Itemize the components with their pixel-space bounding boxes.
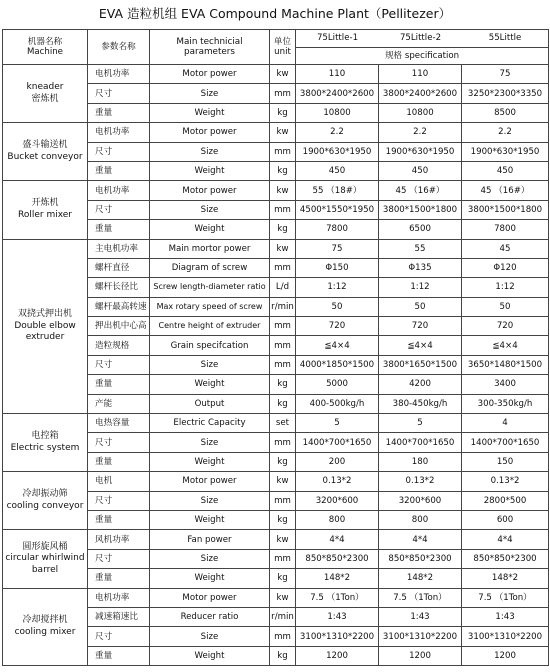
machine-name-primary: 冷却搅拌机 xyxy=(22,615,68,626)
param-name-cell: 尺寸 xyxy=(88,549,150,568)
param-desc-cell: Electric Capacity xyxy=(150,414,270,433)
machine-name-cell xyxy=(3,123,88,181)
param-desc-cell: Weight xyxy=(150,510,270,529)
param-name-cell: 电机功率 xyxy=(88,181,150,200)
unit-cell: mm xyxy=(270,84,296,103)
unit-cell: mm xyxy=(270,627,296,646)
main-params-header-line1: Main technicial xyxy=(176,37,243,47)
param-desc-cell: Main mortor power xyxy=(150,239,270,258)
param-desc-cell: Size xyxy=(150,84,270,103)
value-cell: 4*4 xyxy=(379,530,462,549)
table-row xyxy=(3,588,549,607)
main-params-header-line2: parameters xyxy=(183,47,236,57)
machine-name-primary: kneader xyxy=(26,82,64,93)
value-cell: 5 xyxy=(379,414,462,433)
value-cell: 4000*1850*1500 xyxy=(296,355,379,374)
unit-cell: mm xyxy=(270,336,296,355)
param-name-cell: 风机功率 xyxy=(88,530,150,549)
unit-cell: mm xyxy=(270,549,296,568)
unit-cell: r/min xyxy=(270,607,296,626)
value-cell: ≦4×4 xyxy=(296,336,379,355)
value-cell: 3650*1480*1500 xyxy=(462,355,549,374)
machine-name-primary: 圆形旋风桶 xyxy=(22,541,68,552)
value-cell: 1400*700*1650 xyxy=(296,433,379,452)
machine-name-primary: 冷却振动筛 xyxy=(22,489,68,500)
param-desc-cell: Weight xyxy=(150,220,270,239)
value-cell: 800 xyxy=(379,510,462,529)
param-name-cell: 产能 xyxy=(88,394,150,413)
unit-cell: kg xyxy=(270,510,296,529)
value-cell: ≦4×4 xyxy=(462,336,549,355)
value-cell: 150 xyxy=(462,452,549,471)
param-desc-cell: Weight xyxy=(150,452,270,471)
value-cell: 8500 xyxy=(462,103,549,122)
machine-name-cell xyxy=(3,181,88,239)
value-cell: 50 xyxy=(379,297,462,316)
value-cell: 1:43 xyxy=(379,607,462,626)
value-cell: 1200 xyxy=(296,646,379,665)
param-name-cell: 尺寸 xyxy=(88,491,150,510)
param-desc-cell: Weight xyxy=(150,646,270,665)
value-cell: 450 xyxy=(296,161,379,180)
value-cell: 180 xyxy=(379,452,462,471)
value-cell: 75 xyxy=(296,239,379,258)
value-cell: 1900*630*1950 xyxy=(462,142,549,161)
param-name-cell: 电机功率 xyxy=(88,588,150,607)
value-cell: 45 xyxy=(462,239,549,258)
param-desc-cell: Screw length-diameter ratio xyxy=(150,278,270,297)
param-desc-cell: Motor power xyxy=(150,588,270,607)
param-desc-cell: Size xyxy=(150,491,270,510)
value-cell: 55 xyxy=(379,239,462,258)
unit-cell: mm xyxy=(270,142,296,161)
value-cell: 4500*1550*1950 xyxy=(296,200,379,219)
param-name-cell: 尺寸 xyxy=(88,84,150,103)
unit-header-en: unit xyxy=(274,47,291,57)
unit-cell: kg xyxy=(270,569,296,588)
value-cell: 2800*500 xyxy=(462,491,549,510)
value-cell: 50 xyxy=(296,297,379,316)
unit-header-cn: 单位 xyxy=(273,37,292,47)
unit-cell: kw xyxy=(270,181,296,200)
machine-name-cell xyxy=(3,65,88,123)
param-name-cell: 电热容量 xyxy=(88,414,150,433)
value-cell: 720 xyxy=(462,317,549,336)
machine-name-secondary: Bucket conveyor xyxy=(7,151,83,162)
value-cell: 720 xyxy=(379,317,462,336)
value-cell: 4 xyxy=(462,414,549,433)
value-cell: 45 （16#） xyxy=(379,181,462,200)
value-cell: 7.5 （1Ton） xyxy=(379,588,462,607)
value-cell: 0.13*2 xyxy=(379,472,462,491)
value-cell: 800 xyxy=(296,510,379,529)
param-desc-cell: Fan power xyxy=(150,530,270,549)
spec-table xyxy=(2,29,549,666)
value-cell: 55 （18#） xyxy=(296,181,379,200)
param-name-cell: 重量 xyxy=(88,161,150,180)
param-name-cell: 重量 xyxy=(88,646,150,665)
value-cell: 850*850*2300 xyxy=(462,549,549,568)
value-cell: 148*2 xyxy=(462,569,549,588)
value-cell: 1:12 xyxy=(379,278,462,297)
unit-cell: kg xyxy=(270,452,296,471)
model-header: 55Little xyxy=(488,33,522,43)
unit-cell: mm xyxy=(270,258,296,277)
value-cell: 1900*630*1950 xyxy=(296,142,379,161)
param-name-cell: 主电机功率 xyxy=(88,239,150,258)
value-cell: 2.2 xyxy=(379,123,462,142)
document-title: EVA 造粒机组 EVA Compound Machine Plant（Pellitezer） xyxy=(98,6,452,21)
machine-header-en: Machine xyxy=(27,47,63,57)
param-name-cell: 尺寸 xyxy=(88,200,150,219)
value-cell: 1:43 xyxy=(296,607,379,626)
value-cell: 5 xyxy=(296,414,379,433)
value-cell: 1200 xyxy=(379,646,462,665)
value-cell: 1:12 xyxy=(296,278,379,297)
param-desc-cell: Centre height of extruder xyxy=(150,317,270,336)
value-cell: 720 xyxy=(296,317,379,336)
param-desc-cell: Max rotary speed of screw xyxy=(150,297,270,316)
value-cell: 7.5 （1Ton） xyxy=(462,588,549,607)
machine-name-primary: 盛斗输送机 xyxy=(22,140,68,151)
param-name-cell: 重量 xyxy=(88,510,150,529)
value-cell: 45 （16#） xyxy=(462,181,549,200)
machine-name-secondary: 密炼机 xyxy=(31,93,59,104)
unit-cell: mm xyxy=(270,433,296,452)
unit-cell: mm xyxy=(270,200,296,219)
param-name-cell: 减速箱速比 xyxy=(88,607,150,626)
value-cell: 4*4 xyxy=(462,530,549,549)
unit-cell: kg xyxy=(270,161,296,180)
param-desc-cell: Weight xyxy=(150,103,270,122)
param-desc-cell: Grain specifcation xyxy=(150,336,270,355)
unit-cell: kw xyxy=(270,530,296,549)
value-cell: 400-500kg/h xyxy=(296,394,379,413)
param-desc-cell: Weight xyxy=(150,375,270,394)
unit-cell: r/min xyxy=(270,297,296,316)
unit-cell: kg xyxy=(270,394,296,413)
machine-name-primary: 电控箱 xyxy=(31,431,59,442)
value-cell: 1200 xyxy=(462,646,549,665)
model-header: 75Little-1 xyxy=(316,33,359,43)
value-cell: 3100*1310*2200 xyxy=(296,627,379,646)
param-name-cell: 电机 xyxy=(88,472,150,491)
param-desc-cell: Motor power xyxy=(150,65,270,84)
table-row xyxy=(3,530,549,549)
machine-name-primary: 开炼机 xyxy=(31,198,59,209)
machine-name-secondary: cooling mixer xyxy=(14,626,76,637)
param-name-cell: 重量 xyxy=(88,375,150,394)
table-row xyxy=(3,65,549,84)
value-cell: 148*2 xyxy=(296,569,379,588)
value-cell: 3100*1310*2200 xyxy=(379,627,462,646)
param-desc-cell: Size xyxy=(150,142,270,161)
value-cell: 110 xyxy=(379,65,462,84)
value-cell: 300-350kg/h xyxy=(462,394,549,413)
param-name-cell: 电机功率 xyxy=(88,65,150,84)
value-cell: 7.5 （1Ton） xyxy=(296,588,379,607)
table-row xyxy=(3,123,549,142)
param-desc-cell: Size xyxy=(150,627,270,646)
value-cell: 3800*1650*1500 xyxy=(379,355,462,374)
value-cell: 3800*2400*2600 xyxy=(296,84,379,103)
param-name-cell: 螺杆长径比 xyxy=(88,278,150,297)
value-cell: 850*850*2300 xyxy=(296,549,379,568)
value-cell: 10800 xyxy=(296,103,379,122)
param-name-cell: 造粒规格 xyxy=(88,336,150,355)
unit-cell: kw xyxy=(270,65,296,84)
param-desc-cell: Motor power xyxy=(150,181,270,200)
value-cell: Φ150 xyxy=(296,258,379,277)
machine-name-cell xyxy=(3,588,88,666)
value-cell: 200 xyxy=(296,452,379,471)
value-cell: ≦4×4 xyxy=(379,336,462,355)
value-cell: 148*2 xyxy=(379,569,462,588)
param-name-cell: 尺寸 xyxy=(88,142,150,161)
unit-cell: set xyxy=(270,414,296,433)
param-desc-cell: Output xyxy=(150,394,270,413)
machine-name-secondary: Double elbow extruder xyxy=(14,320,76,343)
value-cell: 380-450kg/h xyxy=(379,394,462,413)
value-cell: 3250*2300*3350 xyxy=(462,84,549,103)
table-row xyxy=(3,414,549,433)
param-name-cell: 重量 xyxy=(88,220,150,239)
unit-cell: kg xyxy=(270,646,296,665)
value-cell: 2.2 xyxy=(296,123,379,142)
header-row xyxy=(3,30,549,65)
param-desc-cell: Motor power xyxy=(150,123,270,142)
value-cell: 6500 xyxy=(379,220,462,239)
value-cell: 1:43 xyxy=(462,607,549,626)
machine-name-cell xyxy=(3,530,88,588)
value-cell: 50 xyxy=(462,297,549,316)
value-cell: 4*4 xyxy=(296,530,379,549)
unit-cell: mm xyxy=(270,317,296,336)
unit-cell: kg xyxy=(270,220,296,239)
value-cell: 1400*700*1650 xyxy=(379,433,462,452)
param-name-cell: 电机功率 xyxy=(88,123,150,142)
param-name-cell: 尺寸 xyxy=(88,627,150,646)
param-name-cell: 押出机中心高 xyxy=(88,317,150,336)
value-cell: 110 xyxy=(296,65,379,84)
param-desc-cell: Motor power xyxy=(150,472,270,491)
machine-name-cell xyxy=(3,472,88,530)
machine-name-primary: 双挠式押出机 xyxy=(17,309,72,320)
param-desc-cell: Weight xyxy=(150,161,270,180)
param-desc-cell: Diagram of screw xyxy=(150,258,270,277)
value-cell: 0.13*2 xyxy=(462,472,549,491)
main-params-header xyxy=(150,30,270,65)
machine-name-secondary: circular whirlwind barrel xyxy=(5,553,85,575)
value-cell: 7800 xyxy=(462,220,549,239)
value-cell: Φ120 xyxy=(462,258,549,277)
value-cell: 3800*1500*1800 xyxy=(379,200,462,219)
param-name-header: 参数名称 xyxy=(88,30,150,65)
value-cell: 10800 xyxy=(379,103,462,122)
model-header: 75Little-2 xyxy=(399,33,442,43)
param-name-cell: 重量 xyxy=(88,103,150,122)
machine-name-secondary: cooling conveyor xyxy=(6,500,84,511)
value-cell: 3800*2400*2600 xyxy=(379,84,462,103)
value-cell: 3200*600 xyxy=(296,491,379,510)
unit-cell: L/d xyxy=(270,278,296,297)
unit-cell: kg xyxy=(270,103,296,122)
unit-cell: kw xyxy=(270,588,296,607)
value-cell: 850*850*2300 xyxy=(379,549,462,568)
value-cell: 4200 xyxy=(379,375,462,394)
value-cell: 3200*600 xyxy=(379,491,462,510)
param-name-cell: 螺杆直径 xyxy=(88,258,150,277)
value-cell: 1400*700*1650 xyxy=(462,433,549,452)
param-desc-cell: Size xyxy=(150,200,270,219)
param-name-cell: 重量 xyxy=(88,452,150,471)
value-cell: 450 xyxy=(379,161,462,180)
param-desc-cell: Size xyxy=(150,355,270,374)
unit-header xyxy=(270,30,296,65)
machine-name-secondary: Electric system xyxy=(10,442,80,453)
param-name-cell: 螺杆最高转速 xyxy=(88,297,150,316)
unit-cell: kw xyxy=(270,472,296,491)
param-name-cell: 重量 xyxy=(88,569,150,588)
param-desc-cell: Weight xyxy=(150,569,270,588)
unit-cell: mm xyxy=(270,355,296,374)
table-row xyxy=(3,181,549,200)
value-cell: 3800*1500*1800 xyxy=(462,200,549,219)
machine-name-cell xyxy=(3,239,88,414)
machine-name-secondary: Roller mixer xyxy=(17,209,72,220)
param-desc-cell: Size xyxy=(150,433,270,452)
value-cell: 7800 xyxy=(296,220,379,239)
value-cell: 2.2 xyxy=(462,123,549,142)
value-cell: 450 xyxy=(462,161,549,180)
unit-cell: kw xyxy=(270,123,296,142)
unit-cell: kw xyxy=(270,239,296,258)
unit-cell: kg xyxy=(270,375,296,394)
unit-cell: mm xyxy=(270,491,296,510)
table-row xyxy=(3,239,549,258)
value-cell: 600 xyxy=(462,510,549,529)
table-row xyxy=(3,472,549,491)
value-cell: Φ135 xyxy=(379,258,462,277)
machine-name-cell xyxy=(3,414,88,472)
param-name-cell: 尺寸 xyxy=(88,355,150,374)
value-cell: 3400 xyxy=(462,375,549,394)
value-cell: 3100*1310*2200 xyxy=(462,627,549,646)
machine-header-cn: 机器名称 xyxy=(27,37,63,47)
value-cell: 75 xyxy=(462,65,549,84)
value-cell: 1:12 xyxy=(462,278,549,297)
param-desc-cell: Reducer ratio xyxy=(150,607,270,626)
value-cell: 5000 xyxy=(296,375,379,394)
param-name-cell: 尺寸 xyxy=(88,433,150,452)
spec-label: 规格 specification xyxy=(384,51,460,61)
spec-header xyxy=(296,30,549,65)
machine-header xyxy=(3,30,88,65)
value-cell: 1900*630*1950 xyxy=(379,142,462,161)
param-desc-cell: Size xyxy=(150,549,270,568)
value-cell: 0.13*2 xyxy=(296,472,379,491)
